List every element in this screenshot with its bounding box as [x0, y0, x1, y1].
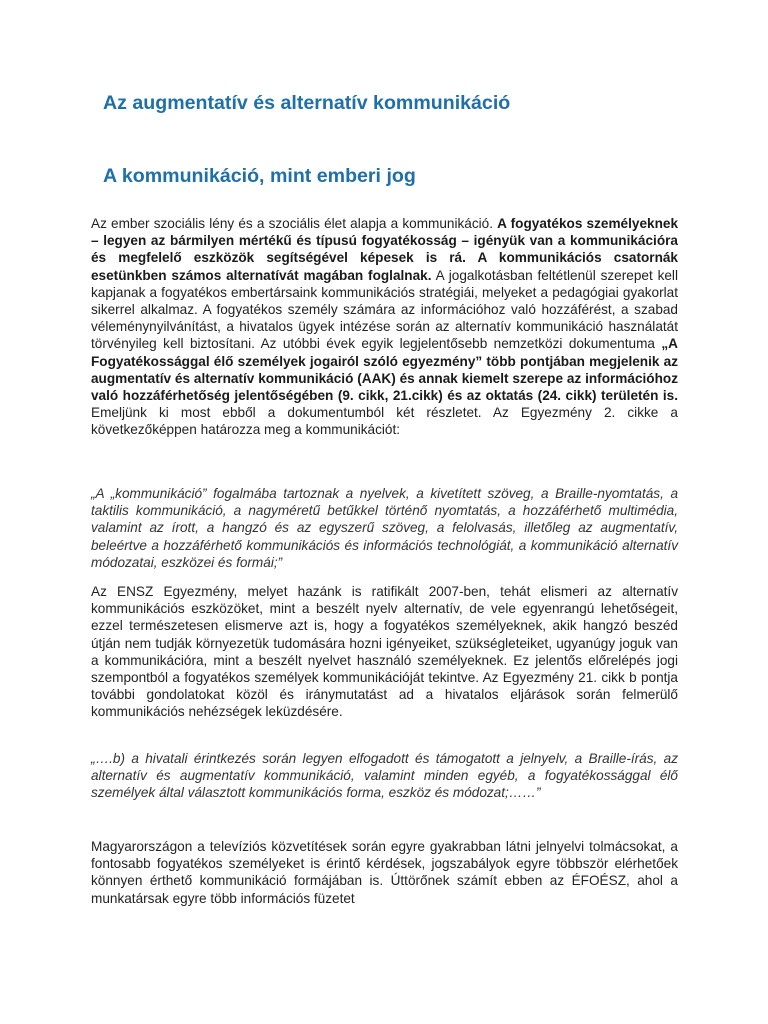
- quote-1: „A „kommunikáció” fogalmába tartoznak a nyelvek, a kivetített szöveg, a Braille-nyomtatás, a taktilis kommunikáció, a nagyméretű betűkkel történő nyomtatás, a hozzáférhető multimédia, valamint az írott, a hangzó és az egyszerű szöveg, a felolvasás, illetőleg az augmentatív, beleértve a hozzáférhető kommunikációs és információs technológiát, a kommunikáció alternatív módozatai, eszközei és formái;”: [91, 486, 678, 570]
- paragraph-2: Az ENSZ Egyezmény, melyet hazánk is ratifikált 2007-ben, tehát elismeri az alternatív kommunikációs eszközöket, mint a beszélt nyelv alternatív, de vele egyenrangú lehetőségeit, ezzel természetesen elismerve azt is, hogy a fogyatékos személyeknek, akik hangzó beszéd útján nem tudják környezetük tudomására hozni igényeiket, szükségleteiket, ugyanúgy joguk van a kommunikációra, mint a beszélt nyelvet használó személyeknek. Ez jelentős előrelépés jogi szempontból a fogyatékos személyek kommunikációját tekintve. Az Egyezmény 21. cikk b pontja további gondolatokat közöl és iránymutatást ad a hivatalos eljárások során felmerülő kommunikációs nehézségek leküzdésére.: [91, 584, 678, 720]
- document-title: Az augmentatív és alternatív kommunikáció: [103, 92, 511, 114]
- section-heading: A kommunikáció, mint emberi jog: [103, 165, 416, 187]
- quote-2: „….b) a hivatali érintkezés során legyen elfogadott és támogatott a jelnyelv, a Braille-írás, az alternatív és augmentatív kommunikáció, valamint minden egyéb, a fogyatékossággal élő személyek által választott kommunikációs forma, eszköz és módozat;……”: [91, 751, 678, 801]
- paragraph-1-text-a: Az ember szociális lény és a szociális élet alapja a kommunikáció.: [91, 216, 498, 231]
- paragraph-3: Magyarországon a televíziós közvetítések során egyre gyakrabban látni jelnyelvi tolmácsokat, a fontosabb fogyatékos személyeket is érintő kérdések, jogszabályok egyre többször elérhetőek könnyen érthető kommunikáció formájában is. Úttörőnek számít ebben az ÉFOÉSZ, ahol a munkatársak egyre több információs füzetet: [91, 839, 678, 906]
- paragraph-1-text-c: Emeljünk ki most ebből a dokumentumból két részletet. Az Egyezmény 2. cikke a következőképpen határozza meg a kommunikációt:: [91, 405, 678, 438]
- paragraph-1-bold-a: A fogyatékos személyeknek – legyen az bármilyen mértékű és típusú fogyatékosság – igényük van a kommunikációra és megfelelő eszközök segítségével képesek is rá. A kommunikációs csatornák esetünkben számos alternatívát magában foglalnak.: [91, 216, 678, 283]
- paragraph-1-bold-b: „A Fogyatékossággal élő személyek jogairól szóló egyezmény” több pontjában megjelenik az augmentatív és alternatív kommunikáció (AAK) és annak kiemelt szerepe az információhoz való hozzáférhetőség jelentőségében (9. cikk, 21.cikk) és az oktatás (24. cikk) területén is.: [91, 336, 678, 404]
- paragraph-1-text-b: A jogalkotásban feltétlenül szerepet kell kapjanak a fogyatékos embertársaink kommunikációs stratégiái, melyeket a pedagógiai gyakorlat sikerrel alkalmaz. A fogyatékos személy számára az információhoz való hozzáférést, a szabad véleménynyilvánítást, a hivatalos ügyek intézése során az alternatív kommunikáció használatát törvényileg kell biztosítani. Az utóbbi évek egyik legjelentősebb nemzetközi dokumentuma: [91, 267, 678, 352]
- paragraph-1: [91, 215, 678, 439]
